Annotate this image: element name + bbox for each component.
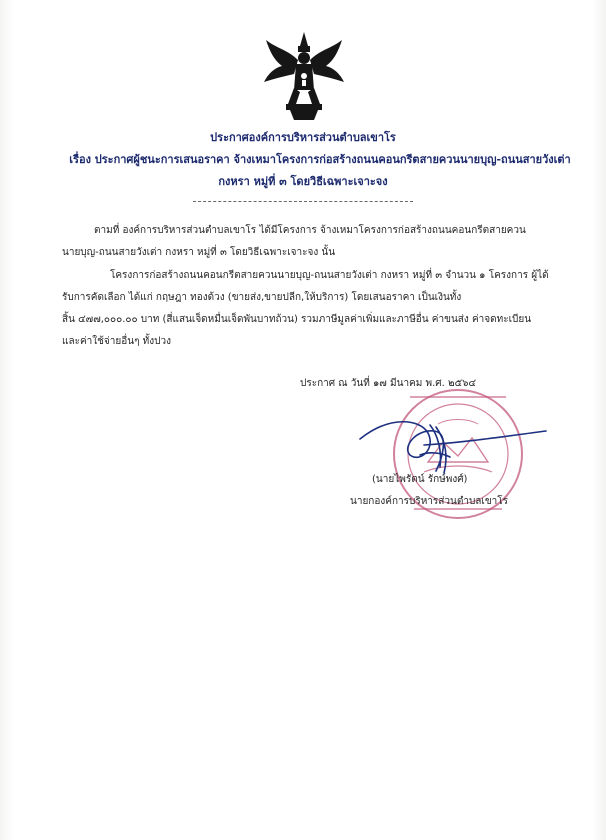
announcement-date: ประกาศ ณ วันที่ ๑๗ มีนาคม พ.ศ. ๒๕๖๔ [300, 378, 477, 389]
signer-name: (นายไพรัตน์ รักษ์พงศ์) [372, 474, 468, 485]
paragraph-2-line-3: สิ้น ๔๗๗,๐๐๐.๐๐ บาท (สี่แสนเจ็ดหมื่นเจ็ดพันบาทถ้วน) รวมภาษีมูลค่าเพิ่มและภาษีอื่น ค่าขนส่ง ค่าจดทะเบียน [62, 314, 532, 325]
divider [193, 201, 413, 202]
paragraph-2-line-1: โครงการก่อสร้างถนนคอนกรีตสายควนนายบุญ-ถนนสายวังเต่า กงหรา หมู่ที่ ๓ จำนวน ๑ โครงการ ผู้ได้ [110, 270, 549, 281]
document-title: ประกาศองค์การบริหารส่วนตำบลเขาโร [210, 131, 396, 144]
signer-title: นายกองค์การบริหารส่วนตำบลเขาโร [350, 496, 509, 507]
document-subject: เรื่อง ประกาศผู้ชนะการเสนอราคา จ้างเหมาโครงการก่อสร้างถนนคอนกรีตสายควนนายบุญ-ถนนสายวังเต่า [69, 153, 571, 166]
paragraph-2-line-4: และค่าใช้จ่ายอื่นๆ ทั้งปวง [62, 336, 171, 347]
paragraph-1-line-1: ตามที่ องค์การบริหารส่วนตำบลเขาโร ได้มีโครงการ จ้างเหมาโครงการก่อสร้างถนนคอนกรีตสายควน [94, 225, 526, 236]
document-subject-line2: กงหรา หมู่ที่ ๓ โดยวิธีเฉพาะเจาะจง [218, 175, 388, 188]
garuda-emblem-icon [258, 30, 350, 122]
paragraph-2-line-2: รับการคัดเลือก ได้แก่ กฤษฎา ทองด้วง (ขายส่ง,ขายปลีก,ให้บริการ) โดยเสนอราคา เป็นเงินทั้ง [62, 292, 462, 303]
paragraph-1-line-2: นายบุญ-ถนนสายวังเต่า กงหรา หมู่ที่ ๓ โดยวิธีเฉพาะเจาะจง นั้น [62, 247, 336, 258]
